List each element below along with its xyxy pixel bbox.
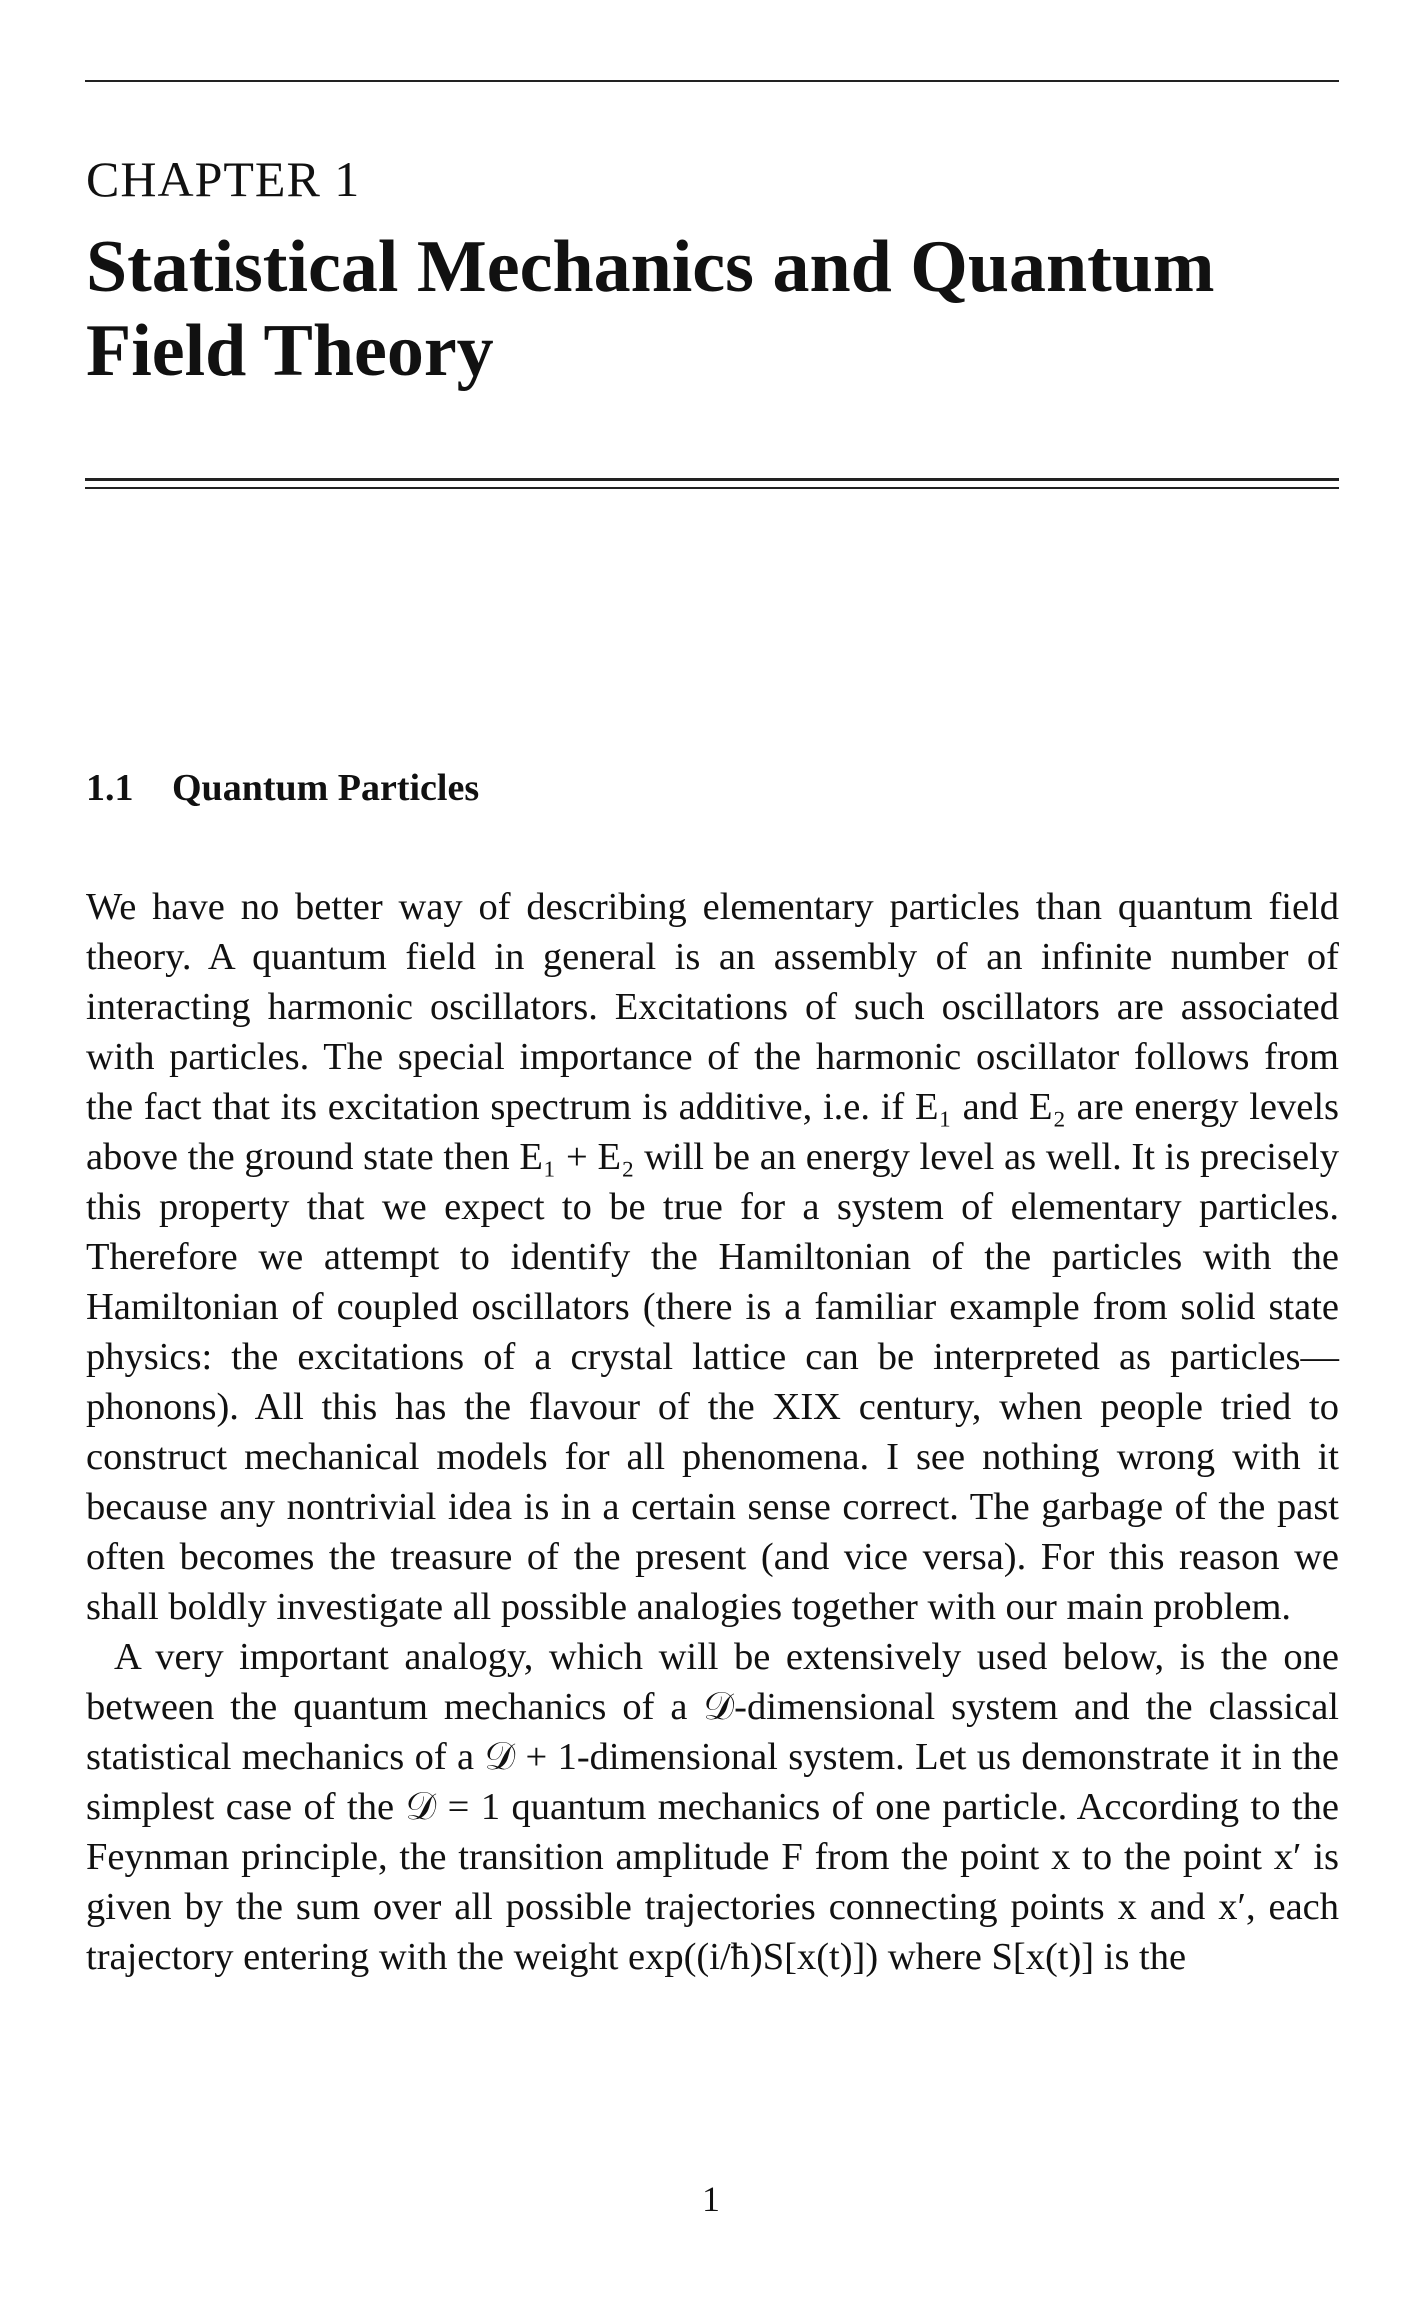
section-number: 1.1 <box>86 767 134 809</box>
paragraph-2: A very important analogy, which will be extensively used below, is the one between the quantum mechanics of a 𝒟-dimensional system and the classical statistical mechanics of a 𝒟 + 1-dimensional system. Let us demonstrate it in the simplest case of the 𝒟 = 1 quantum mechanics of one particle. According to the Feynman principle, the transition amplitude F from the point x to the point x′ is given by the sum over all possible trajectories connecting points x and x′, each trajectory entering with the weight exp((i/ħ)S[x(t)]) where S[x(t)] is the <box>86 1636 1339 1978</box>
top-rule <box>85 80 1339 82</box>
chapter-title-line-1: Statistical Mechanics and Quantum <box>86 226 1215 308</box>
chapter-title-line-2: Field Theory <box>86 310 494 392</box>
chapter-title <box>86 225 1336 393</box>
title-double-rule-upper <box>85 478 1339 481</box>
chapter-label: CHAPTER 1 <box>86 151 361 207</box>
body-text <box>86 882 1339 1982</box>
section-heading <box>86 766 479 810</box>
page-number: 1 <box>702 2179 720 2219</box>
paragraph-1: We have no better way of describing elementary particles than quantum field theory. A quantum field in general is an assembly of an infinite number of interacting harmonic oscillators. Excitations of such oscillators are associated with particles. The special importance of the harmonic oscillator follows from the fact that its excitation spectrum is additive, i.e. if E₁ and E₂ are energy levels above the ground state then E₁ + E₂ will be an energy level as well. It is precisely this property that we expect to be true for a system of elementary particles. Therefore we attempt to identify the Hamiltonian of the particles with the Hamiltonian of coupled oscillators (there is a familiar example from solid state physics: the excitations of a crystal lattice can be interpreted as particles—phonons). All this has the flavour of the XIX century, when people tried to construct mechanical models for all phenomena. I see nothing wrong with it because any nontrivial idea is in a certain sense correct. The garbage of the past often becomes the treasure of the present (and vice versa). For this reason we shall boldly investigate all possible analogies together with our main problem. <box>86 886 1339 1628</box>
section-title: Quantum Particles <box>172 767 480 809</box>
title-double-rule-lower <box>85 487 1339 489</box>
